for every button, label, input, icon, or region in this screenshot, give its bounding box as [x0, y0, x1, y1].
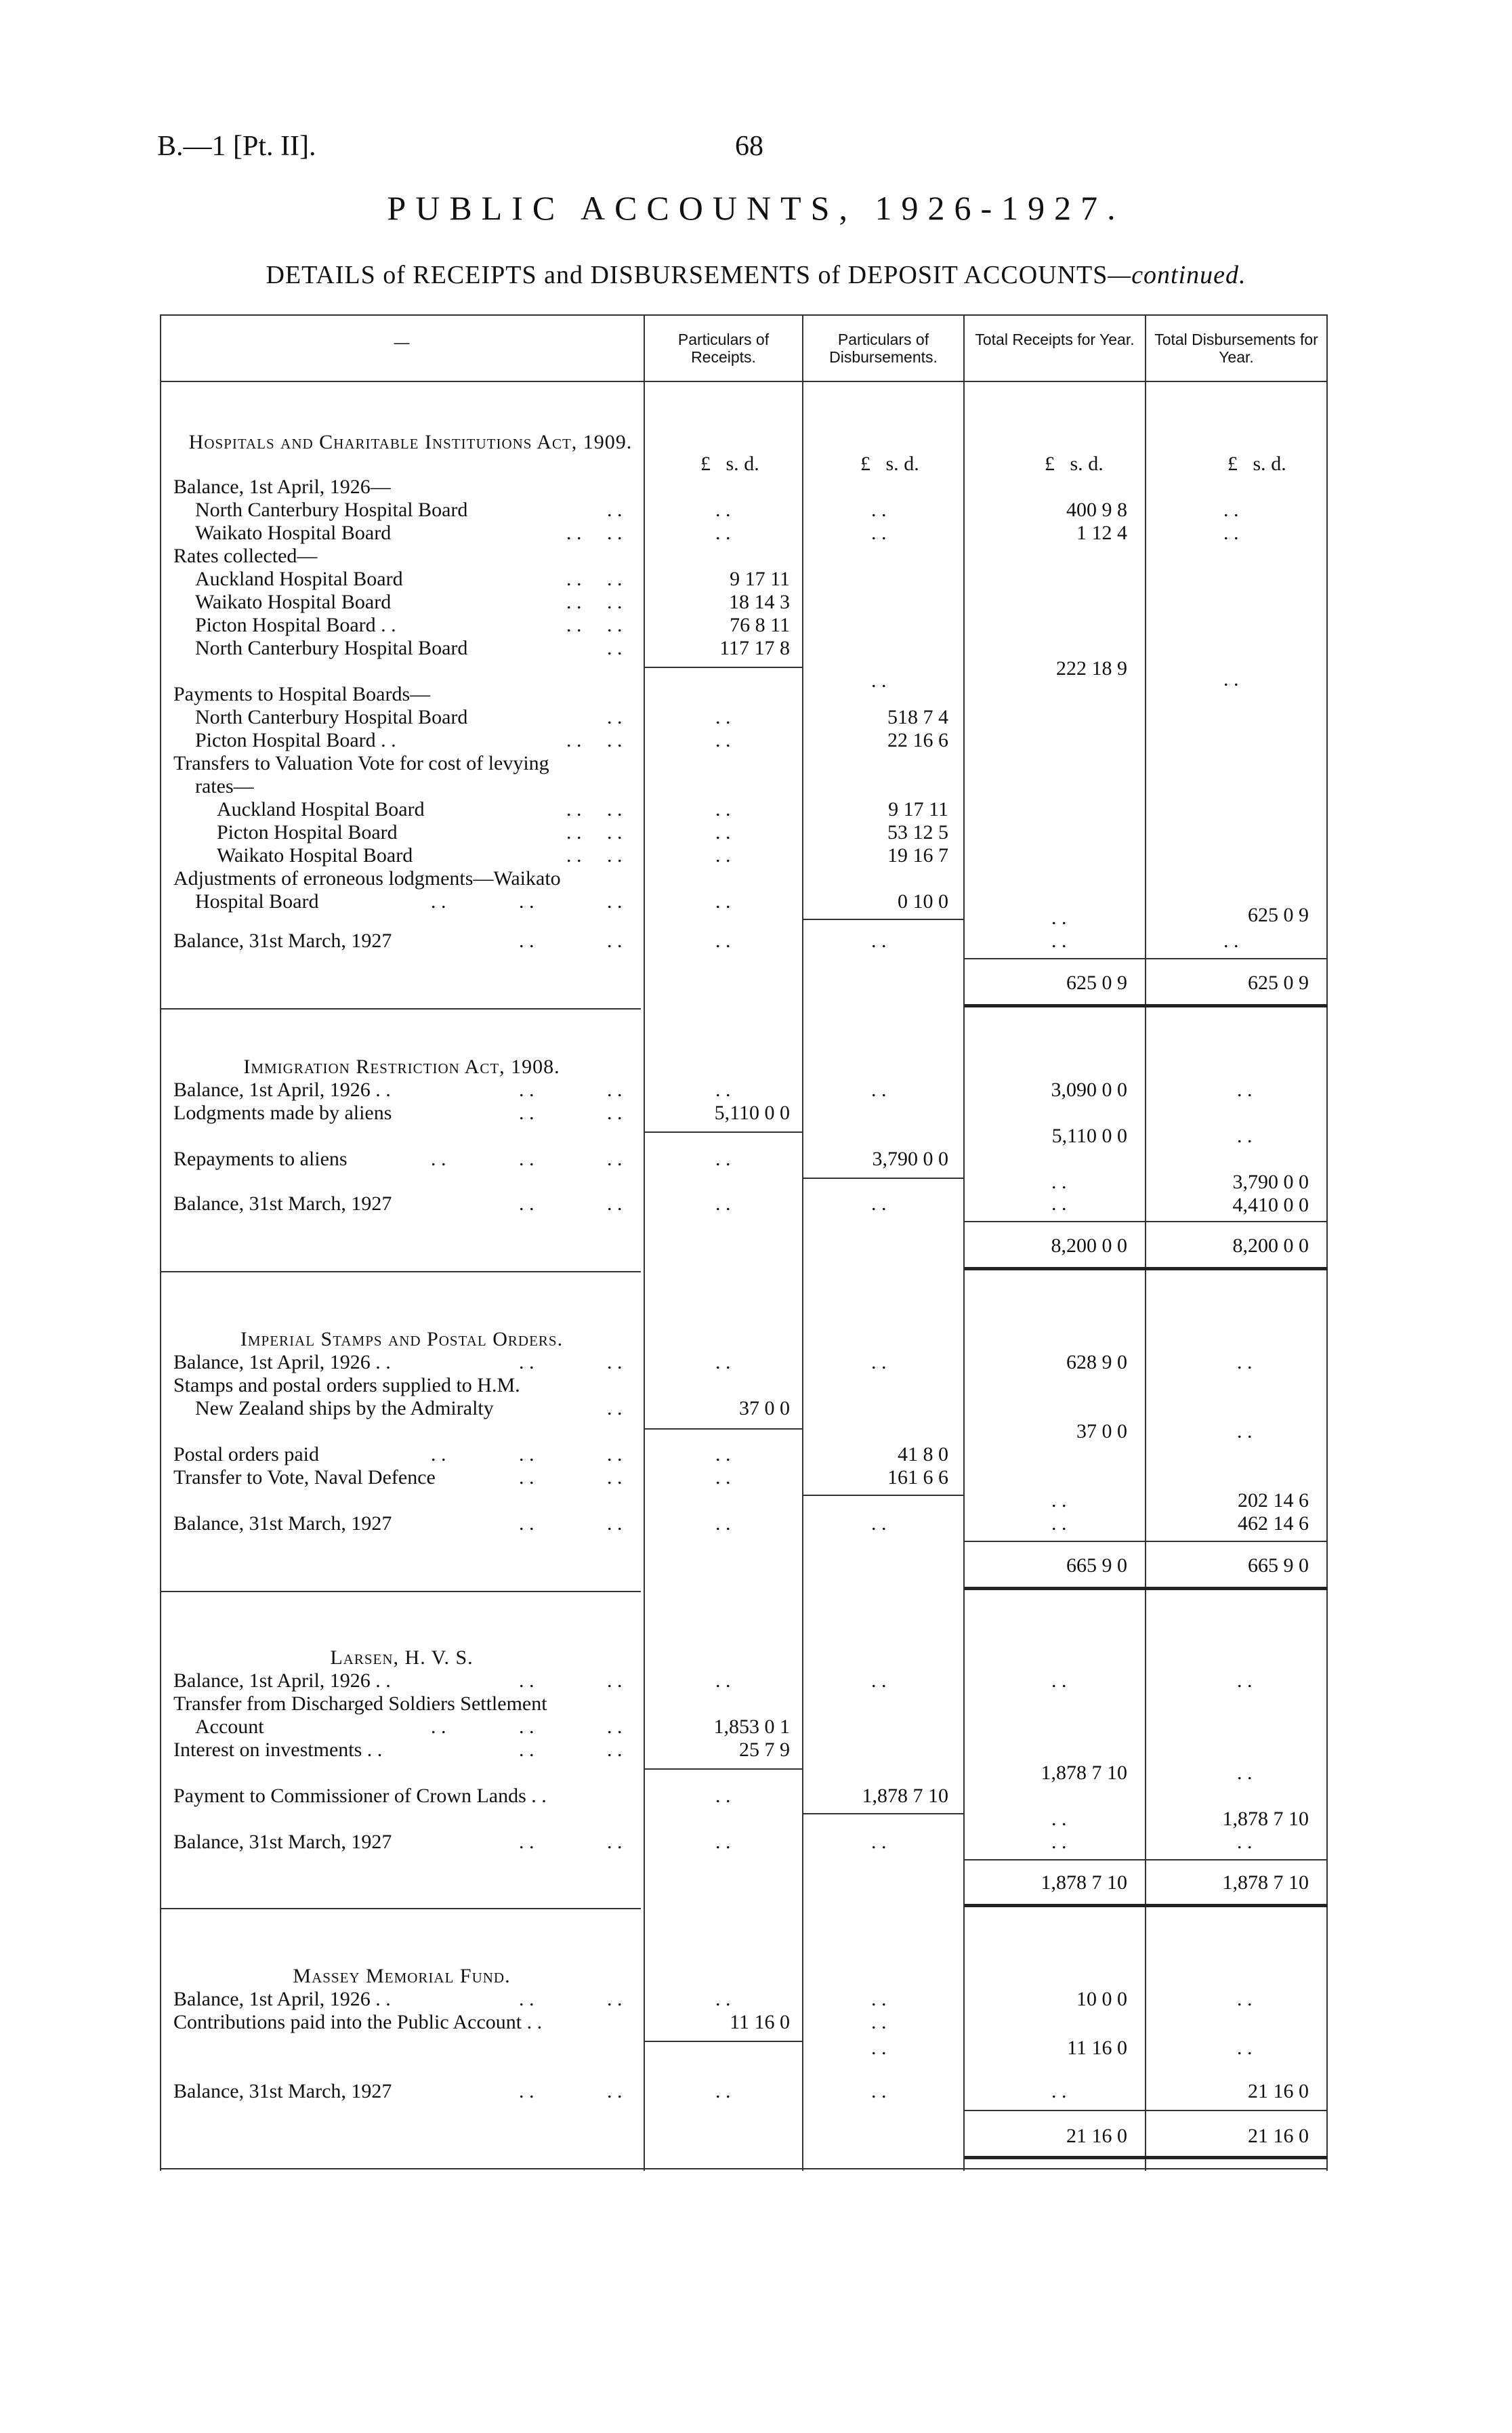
section-title: Larsen, H. V. S. — [330, 1646, 474, 1669]
rule — [965, 1587, 1328, 1590]
row-label: Balance, 1st April, 1926 . . — [173, 1351, 391, 1373]
accounts-table — [160, 314, 1328, 2171]
leader-dots: . . — [1051, 1489, 1067, 1512]
leader-dots: . . — [1051, 1512, 1067, 1535]
row-label: North Canterbury Hospital Board — [195, 499, 468, 521]
leader-dots: . . — [519, 1988, 534, 2010]
amount: 11 16 0 — [1067, 2037, 1127, 2059]
row-label: Balance, 31st March, 1927 — [173, 2080, 392, 2102]
leader-dots: . . — [607, 1443, 623, 1465]
amount: 9 17 11 — [888, 798, 948, 820]
leader-dots: . . — [1051, 1171, 1067, 1193]
leader-dots: . . — [715, 499, 731, 521]
leader-dots: . . — [607, 930, 623, 952]
amount: 400 9 8 — [1066, 499, 1127, 521]
leader-dots: . . — [607, 1466, 623, 1489]
amount: 0 10 0 — [898, 890, 948, 913]
leader-dots: . . — [607, 568, 623, 590]
leader-dots: . . — [1223, 499, 1239, 521]
section-title: Immigration Restriction Act, 1908. — [243, 1056, 560, 1078]
rule — [965, 1221, 1328, 1222]
row-label: Adjustments of erroneous lodgments—Waikato — [173, 867, 561, 890]
amount: 3,090 0 0 — [1051, 1079, 1127, 1101]
row-label: Balance, 1st April, 1926— — [173, 476, 391, 498]
leader-dots: . . — [607, 591, 623, 613]
row-label: Payments to Hospital Boards— — [173, 683, 431, 705]
leader-dots: . . — [715, 1192, 731, 1215]
leader-dots: . . — [566, 591, 582, 613]
row-label: Payment to Commissioner of Crown Lands . . — [173, 1785, 547, 1807]
amount: 21 16 0 — [1248, 2080, 1309, 2102]
leader-dots: . . — [519, 1443, 534, 1465]
amount: 8,200 0 0 — [1232, 1234, 1309, 1257]
leader-dots: . . — [871, 930, 887, 952]
amount: 37 0 0 — [1076, 1420, 1127, 1442]
leader-dots: . . — [607, 1988, 623, 2010]
row-label: Postal orders paid — [173, 1443, 319, 1465]
amount: 1,853 0 1 — [713, 1715, 790, 1738]
amount: 76 8 11 — [730, 614, 790, 636]
leader-dots: . . — [607, 729, 623, 751]
section-title: Imperial Stamps and Postal Orders. — [240, 1328, 564, 1350]
leader-dots: . . — [715, 844, 731, 867]
row-label: Account — [195, 1715, 264, 1738]
leader-dots: . . — [871, 1512, 887, 1535]
amount: 625 0 9 — [1248, 972, 1309, 994]
row-label: Waikato Hospital Board — [217, 844, 413, 867]
amount: 19 16 7 — [887, 844, 948, 867]
leader-dots: . . — [715, 1443, 731, 1465]
amount: 625 0 9 — [1066, 972, 1127, 994]
amount: 53 12 5 — [887, 821, 948, 844]
amount: 22 16 6 — [887, 729, 948, 751]
row-label: New Zealand ships by the Admiralty — [195, 1397, 494, 1419]
leader-dots: . . — [1051, 1669, 1067, 1692]
row-label: Balance, 31st March, 1927 — [173, 1831, 392, 1853]
currency-header: £ s. d. — [1045, 453, 1104, 475]
rule — [645, 1131, 802, 1133]
row-label: Transfer to Vote, Naval Defence — [173, 1466, 436, 1489]
leader-dots: . . — [519, 1466, 534, 1489]
row-label: Hospital Board — [195, 890, 319, 913]
leader-dots: . . — [519, 890, 534, 913]
leader-dots: . . — [607, 1351, 623, 1373]
leader-dots: . . — [607, 522, 623, 544]
rule — [1326, 314, 1328, 2171]
amount: 18 14 3 — [729, 591, 790, 613]
row-label: Picton Hospital Board . . — [195, 614, 396, 636]
amount: 665 9 0 — [1248, 1554, 1309, 1577]
col-head-blank: — — [394, 333, 410, 351]
leader-dots: . . — [715, 1466, 731, 1489]
row-label: Rates collected— — [173, 545, 318, 567]
leader-dots: . . — [566, 614, 582, 636]
leader-dots: . . — [607, 1512, 623, 1535]
leader-dots: . . — [519, 1739, 534, 1761]
leader-dots: . . — [519, 930, 534, 952]
leader-dots: . . — [1237, 1125, 1253, 1147]
rule — [160, 1271, 641, 1272]
amount: 625 0 9 — [1248, 904, 1309, 926]
leader-dots: . . — [1237, 1831, 1253, 1853]
leader-dots: . . — [871, 2011, 887, 2033]
rule — [965, 2110, 1328, 2111]
leader-dots: . . — [519, 1669, 534, 1692]
leader-dots: . . — [715, 890, 731, 913]
leader-dots: . . — [519, 1079, 534, 1101]
rule — [803, 919, 963, 920]
rule — [803, 1178, 963, 1179]
leader-dots: . . — [1051, 1808, 1067, 1830]
row-label: Balance, 1st April, 1926 . . — [173, 1079, 391, 1101]
amount: 41 8 0 — [898, 1443, 948, 1465]
row-label: Balance, 31st March, 1927 — [173, 1192, 392, 1215]
leader-dots: . . — [607, 798, 623, 820]
leader-dots: . . — [1051, 907, 1067, 929]
row-label: Picton Hospital Board . . — [195, 729, 396, 751]
leader-dots: . . — [871, 2080, 887, 2102]
leader-dots: . . — [871, 1351, 887, 1373]
rule — [645, 2041, 802, 2042]
leader-dots: . . — [607, 706, 623, 728]
leader-dots: . . — [1237, 2037, 1253, 2059]
rule — [160, 1908, 641, 1909]
amount: 202 14 6 — [1238, 1489, 1309, 1512]
amount: 11 16 0 — [730, 2011, 790, 2033]
amount: 3,790 0 0 — [872, 1148, 948, 1170]
rule — [965, 1859, 1328, 1860]
leader-dots: . . — [566, 844, 582, 867]
leader-dots: . . — [715, 1785, 731, 1807]
leader-dots: . . — [607, 890, 623, 913]
row-label: Transfers to Valuation Vote for cost of levying — [173, 752, 549, 774]
rule — [965, 1004, 1328, 1007]
rule — [160, 381, 1328, 382]
leader-dots: . . — [871, 1831, 887, 1853]
leader-dots: . . — [1051, 2080, 1067, 2102]
amount: 1 12 4 — [1076, 522, 1127, 544]
leader-dots: . . — [519, 1512, 534, 1535]
rule — [803, 1813, 963, 1814]
leader-dots: . . — [715, 930, 731, 952]
col-head-disbursements: Particulars of Disbursements. — [829, 331, 938, 366]
page-header-ref: B.—1 [Pt. II]. — [157, 131, 316, 162]
leader-dots: . . — [1237, 1079, 1253, 1101]
leader-dots: . . — [871, 1988, 887, 2010]
rule — [160, 1008, 641, 1010]
leader-dots: . . — [715, 821, 731, 844]
amount: 1,878 7 10 — [1041, 1762, 1127, 1784]
rule — [803, 1495, 963, 1496]
leader-dots: . . — [1237, 1669, 1253, 1692]
page-title: PUBLIC ACCOUNTS, 1926-1927. — [387, 189, 1125, 227]
leader-dots: . . — [715, 522, 731, 544]
leader-dots: . . — [1237, 1420, 1253, 1442]
leader-dots: . . — [519, 1102, 534, 1124]
leader-dots: . . — [1051, 1192, 1067, 1215]
currency-header: £ s. d. — [700, 453, 759, 475]
amount: 518 7 4 — [887, 706, 948, 728]
section-title: Hospitals and Charitable Institutions Act, 1909. — [188, 431, 633, 453]
leader-dots: . . — [871, 669, 887, 692]
leader-dots: . . — [871, 1192, 887, 1215]
leader-dots: . . — [431, 1148, 446, 1170]
leader-dots: . . — [1223, 522, 1239, 544]
leader-dots: . . — [607, 1739, 623, 1761]
page-number: 68 — [735, 131, 763, 162]
leader-dots: . . — [607, 1669, 623, 1692]
amount: 222 18 9 — [1056, 657, 1127, 680]
rule — [802, 314, 803, 2171]
rule — [965, 1267, 1328, 1270]
leader-dots: . . — [715, 2080, 731, 2102]
leader-dots: . . — [607, 499, 623, 521]
row-label: Lodgments made by aliens — [173, 1102, 392, 1124]
leader-dots: . . — [519, 1148, 534, 1170]
amount: 1,878 7 10 — [1222, 1871, 1309, 1894]
row-label: Balance, 31st March, 1927 — [173, 930, 392, 952]
rule — [965, 1541, 1328, 1542]
leader-dots: . . — [607, 1831, 623, 1853]
row-label: Stamps and postal orders supplied to H.M. — [173, 1374, 520, 1396]
leader-dots: . . — [566, 729, 582, 751]
row-label: Picton Hospital Board — [217, 821, 398, 844]
leader-dots: . . — [1237, 1988, 1253, 2010]
leader-dots: . . — [607, 1397, 623, 1419]
leader-dots: . . — [1223, 668, 1239, 690]
leader-dots: . . — [871, 499, 887, 521]
leader-dots: . . — [607, 1148, 623, 1170]
page-subtitle: DETAILS of RECEIPTS and DISBURSEMENTS of DEPOSIT ACCOUNTS—continued. — [266, 261, 1246, 289]
amount: 117 17 8 — [719, 637, 790, 659]
amount: 25 7 9 — [739, 1739, 790, 1761]
leader-dots: . . — [566, 568, 582, 590]
leader-dots: . . — [871, 1079, 887, 1101]
currency-header: £ s. d. — [1227, 453, 1286, 475]
leader-dots: . . — [715, 1669, 731, 1692]
amount: 1,878 7 10 — [1222, 1808, 1309, 1830]
leader-dots: . . — [566, 798, 582, 820]
leader-dots: . . — [607, 614, 623, 636]
row-label: Repayments to aliens — [173, 1148, 348, 1170]
leader-dots: . . — [1237, 1351, 1253, 1373]
leader-dots: . . — [431, 890, 446, 913]
leader-dots: . . — [871, 522, 887, 544]
rule — [645, 1428, 802, 1430]
rule — [160, 1591, 641, 1592]
leader-dots: . . — [715, 1351, 731, 1373]
leader-dots: . . — [715, 1831, 731, 1853]
amount: 665 9 0 — [1066, 1554, 1127, 1577]
leader-dots: . . — [1051, 930, 1067, 952]
amount: 161 6 6 — [887, 1466, 948, 1489]
amount: 5,110 0 0 — [714, 1102, 790, 1124]
leader-dots: . . — [1051, 1831, 1067, 1853]
leader-dots: . . — [607, 1102, 623, 1124]
leader-dots: . . — [715, 1148, 731, 1170]
row-label: Auckland Hospital Board — [195, 568, 403, 590]
row-label: Waikato Hospital Board — [195, 522, 392, 544]
amount: 5,110 0 0 — [1051, 1125, 1127, 1147]
leader-dots: . . — [607, 1192, 623, 1215]
leader-dots: . . — [607, 2080, 623, 2102]
amount: 21 16 0 — [1248, 2125, 1309, 2147]
amount: 1,878 7 10 — [1041, 1871, 1127, 1894]
row-label: Transfer from Discharged Soldiers Settlement — [173, 1692, 547, 1715]
row-label: Balance, 1st April, 1926 . . — [173, 1988, 391, 2010]
leader-dots: . . — [1237, 1762, 1253, 1784]
rule — [965, 958, 1328, 959]
row-label: Balance, 31st March, 1927 — [173, 1512, 392, 1535]
col-head-receipts: Particulars of Receipts. — [677, 331, 770, 366]
leader-dots: . . — [431, 1443, 446, 1465]
leader-dots: . . — [607, 821, 623, 844]
row-label: Waikato Hospital Board — [195, 591, 392, 613]
leader-dots: . . — [607, 844, 623, 867]
amount: 462 14 6 — [1238, 1512, 1309, 1535]
amount: 628 9 0 — [1066, 1351, 1127, 1373]
row-label: North Canterbury Hospital Board — [195, 706, 468, 728]
row-label: rates— — [195, 775, 254, 797]
amount: 4,410 0 0 — [1232, 1194, 1309, 1216]
leader-dots: . . — [519, 1831, 534, 1853]
leader-dots: . . — [715, 1988, 731, 2010]
leader-dots: . . — [519, 2080, 534, 2102]
amount: 37 0 0 — [739, 1397, 790, 1419]
rule — [965, 2156, 1328, 2159]
leader-dots: . . — [566, 821, 582, 844]
row-label: Auckland Hospital Board — [217, 798, 425, 820]
amount: 9 17 11 — [730, 568, 790, 590]
leader-dots: . . — [607, 1715, 623, 1738]
leader-dots: . . — [519, 1192, 534, 1215]
row-label: North Canterbury Hospital Board — [195, 637, 468, 659]
leader-dots: . . — [715, 798, 731, 820]
leader-dots: . . — [715, 1512, 731, 1535]
leader-dots: . . — [715, 706, 731, 728]
amount: 10 0 0 — [1076, 1988, 1127, 2010]
leader-dots: . . — [519, 1351, 534, 1373]
leader-dots: . . — [715, 729, 731, 751]
leader-dots: . . — [519, 1715, 534, 1738]
row-label: Balance, 1st April, 1926 . . — [173, 1669, 391, 1692]
rule — [645, 667, 802, 668]
leader-dots: . . — [566, 522, 582, 544]
leader-dots: . . — [607, 1079, 623, 1101]
rule — [160, 314, 1328, 316]
currency-header: £ s. d. — [860, 453, 919, 475]
amount: 8,200 0 0 — [1051, 1234, 1127, 1257]
amount: 3,790 0 0 — [1232, 1171, 1309, 1193]
leader-dots: . . — [431, 1715, 446, 1738]
rule — [645, 1768, 802, 1770]
rule — [160, 314, 161, 2171]
leader-dots: . . — [871, 1669, 887, 1692]
row-label: Interest on investments . . — [173, 1739, 383, 1761]
rule — [965, 1904, 1328, 1907]
row-label: Contributions paid into the Public Account . . — [173, 2011, 543, 2033]
leader-dots: . . — [871, 2037, 887, 2059]
rule — [160, 2168, 1328, 2169]
col-head-total-receipts: Total Receipts for Year. — [975, 331, 1135, 348]
amount: 1,878 7 10 — [862, 1785, 948, 1807]
leader-dots: . . — [1223, 930, 1239, 952]
leader-dots: . . — [607, 637, 623, 659]
leader-dots: . . — [715, 1079, 731, 1101]
amount: 21 16 0 — [1066, 2125, 1127, 2147]
section-title: Massey Memorial Fund. — [293, 1965, 511, 1987]
col-head-total-disbursements: Total Disbursements for Year. — [1154, 331, 1318, 366]
